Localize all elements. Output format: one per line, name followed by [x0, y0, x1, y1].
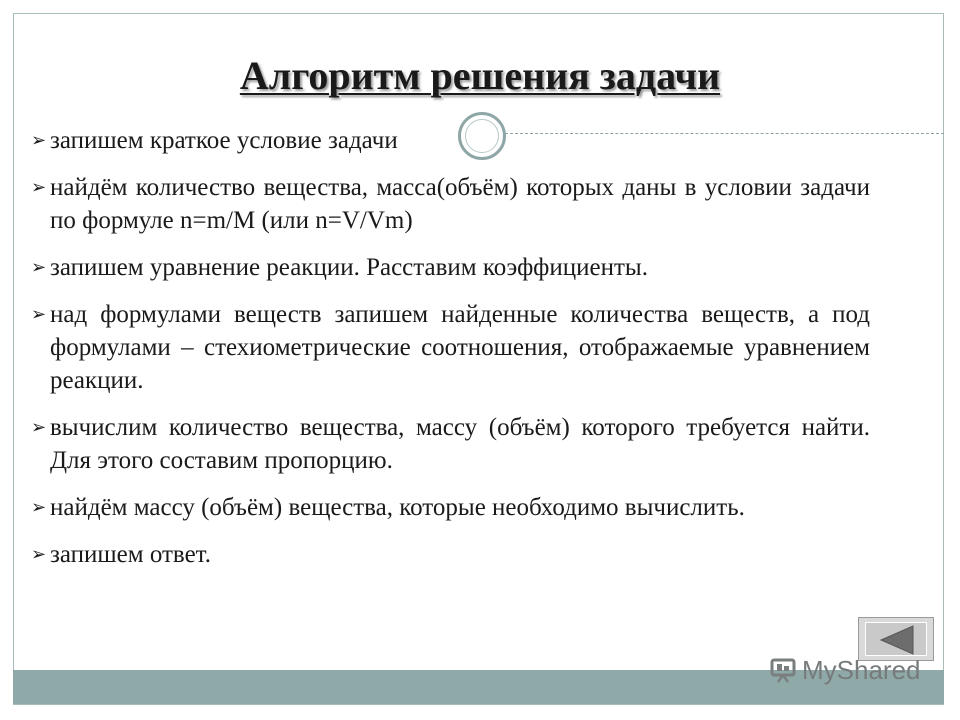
watermark-logo — [770, 652, 921, 688]
arrow-bullet-icon: ➢ — [31, 304, 47, 324]
arrow-bullet-icon: ➢ — [31, 257, 47, 277]
arrow-bullet-icon: ➢ — [31, 417, 47, 437]
watermark-text: MyShared — [802, 654, 921, 685]
arrow-bullet-icon: ➢ — [31, 130, 47, 150]
list-item-text: запишем уравнение реакции. Расставим коэффициенты. — [50, 254, 648, 281]
arrow-bullet-icon: ➢ — [31, 544, 47, 564]
list-item-text: найдём массу (объём) вещества, которые необходимо вычислить. — [50, 494, 745, 521]
list-item — [30, 251, 870, 284]
list-item-text: над формулами веществ запишем найденные количества веществ, а под формулами – стехиометрические соотношения, отображаемые уравнением реакции. — [50, 301, 870, 394]
presentation-board-icon — [770, 657, 798, 683]
list-item-text: запишем краткое условие задачи — [50, 127, 398, 154]
algorithm-steps-list — [30, 124, 870, 585]
arrow-bullet-icon: ➢ — [31, 177, 47, 197]
list-item-text: запишем ответ. — [50, 541, 211, 568]
list-item — [30, 298, 870, 397]
list-item — [30, 538, 870, 571]
list-item — [30, 124, 870, 157]
list-item — [30, 411, 870, 477]
list-item-text: вычислим количество вещества, массу (объём) которого требуется найти. Для этого составим пропорцию. — [50, 414, 870, 474]
list-item — [30, 491, 870, 524]
list-item-text: найдём количество вещества, масса(объём) которых даны в условии задачи по формуле n=m/M (или n=V/Vm) — [50, 174, 870, 234]
list-item — [30, 171, 870, 237]
slide-title: Алгоритм решения задачи — [239, 53, 721, 98]
arrow-bullet-icon: ➢ — [31, 497, 47, 517]
